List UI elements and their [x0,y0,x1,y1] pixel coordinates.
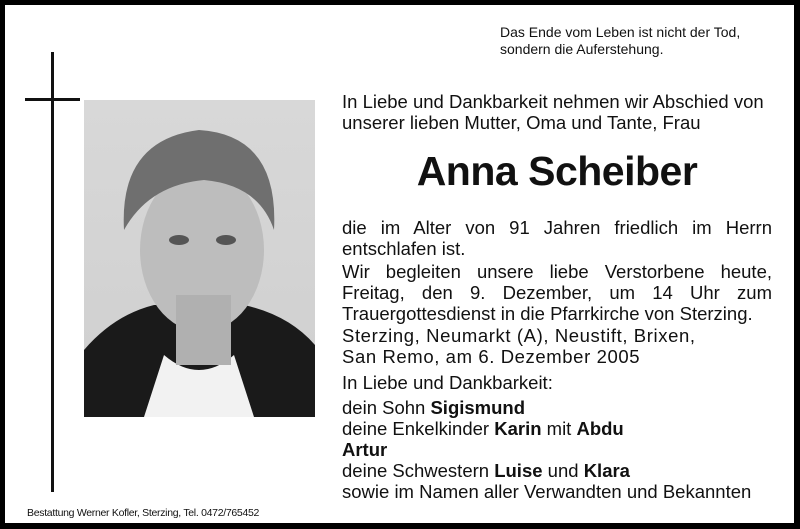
family-line: sowie im Namen aller Verwandten und Bekannten [342,481,752,502]
place-date [342,325,772,367]
family-line [342,418,772,439]
relation: deine Schwestern [342,460,495,481]
relation: deine Enkelkinder [342,418,495,439]
connector: und [542,460,584,481]
portrait-photo [84,100,315,417]
family-list [342,397,772,502]
deceased-name: Anna Scheiber [416,148,698,194]
funeral-home-footer: Bestattung Werner Kofler, Sterzing, Tel. 0472/765452 [27,507,260,519]
family-line [342,439,772,460]
relative-name: Klara [583,460,630,481]
gratitude-heading: In Liebe und Dankbarkeit: [342,372,553,393]
epigraph-quote [500,24,740,58]
service-text: Wir begleiten unsere liebe Verstorbene heute, Freitag, den 9. Dezember, um 14 Uhr zum Trauergottesdienst in die Pfarrkirche von Sterzing. [342,261,772,324]
cross-icon-bar [25,98,80,101]
obituary-notice [5,5,794,523]
relative-name: Karin [494,418,542,439]
intro-line: In Liebe und Dankbarkeit nehmen wir Abschied von [342,91,764,112]
relation: dein Sohn [342,397,431,418]
date-line: San Remo, am 6. Dezember 2005 [342,346,641,367]
family-line [342,460,772,481]
intro-text [342,91,772,133]
cross-icon [51,52,54,492]
quote-line: sondern die Auferstehung. [500,41,664,57]
connector: mit [541,418,577,439]
relative-name: Sigismund [430,397,526,418]
place-line: Sterzing, Neumarkt (A), Neustift, Brixen, [342,325,696,346]
intro-line: unserer lieben Mutter, Oma und Tante, Frau [342,112,701,133]
relative-name: Artur [342,439,388,460]
relative-name: Luise [494,460,543,481]
age-text: die im Alter von 91 Jahren friedlich im Herrn entschlafen ist. [342,217,772,259]
family-line [342,397,772,418]
relative-name: Abdu [576,418,624,439]
quote-line: Das Ende vom Leben ist nicht der Tod, [500,24,741,40]
